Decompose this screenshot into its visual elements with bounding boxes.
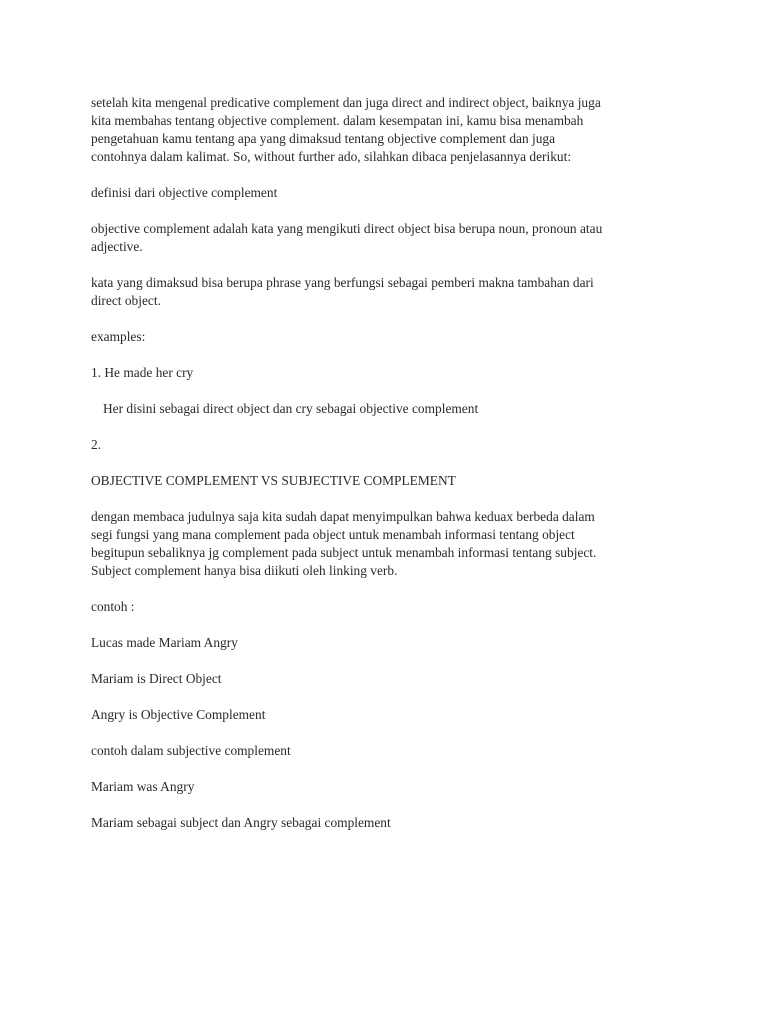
definition-paragraph [91, 220, 681, 256]
contoh-label: contoh : [91, 599, 135, 614]
example-1: 1. He made her cry [91, 365, 194, 380]
example-explanation: Angry is Objective Complement [91, 707, 266, 722]
comparison-line: segi fungsi yang mana complement pada object untuk menambah informasi tentang object [91, 527, 575, 542]
example-explanation: Mariam is Direct Object [91, 671, 222, 686]
phrase-paragraph [91, 274, 681, 310]
intro-line: contohnya dalam kalimat. So, without further ado, silahkan dibaca penjelasannya derikut: [91, 149, 572, 164]
example-1-note: Her disini sebagai direct object dan cry sebagai objective complement [103, 401, 479, 416]
comparison-line: begitupun sebaliknya jg complement pada subject untuk menambah informasi tentang subject. [91, 545, 597, 560]
section-heading: OBJECTIVE COMPLEMENT VS SUBJECTIVE COMPLEMENT [91, 473, 456, 488]
subjective-example-label: contoh dalam subjective complement [91, 743, 291, 758]
definition-heading: definisi dari objective complement [91, 185, 278, 200]
intro-line: kita membahas tentang objective complement. dalam kesempatan ini, kamu bisa menambah [91, 113, 584, 128]
example-2: 2. [91, 437, 102, 452]
intro-line: setelah kita mengenal predicative complement dan juga direct and indirect object, baiknya juga [91, 95, 601, 110]
intro-paragraph [91, 94, 681, 166]
phrase-line: direct object. [91, 293, 161, 308]
definition-line: adjective. [91, 239, 143, 254]
definition-line: objective complement adalah kata yang mengikuti direct object bisa berupa noun, pronoun atau [91, 221, 603, 236]
comparison-paragraph [91, 508, 681, 580]
phrase-line: kata yang dimaksud bisa berupa phrase yang berfungsi sebagai pemberi makna tambahan dari [91, 275, 594, 290]
example-sentence: Mariam was Angry [91, 779, 195, 794]
comparison-line: Subject complement hanya bisa diikuti oleh linking verb. [91, 563, 398, 578]
comparison-line: dengan membaca judulnya saja kita sudah dapat menyimpulkan bahwa keduax berbeda dalam [91, 509, 595, 524]
intro-line: pengetahuan kamu tentang apa yang dimaksud tentang objective complement dan juga [91, 131, 556, 146]
example-explanation: Mariam sebagai subject dan Angry sebagai complement [91, 815, 391, 830]
example-sentence: Lucas made Mariam Angry [91, 635, 238, 650]
document-page [91, 94, 681, 832]
examples-label: examples: [91, 329, 146, 344]
